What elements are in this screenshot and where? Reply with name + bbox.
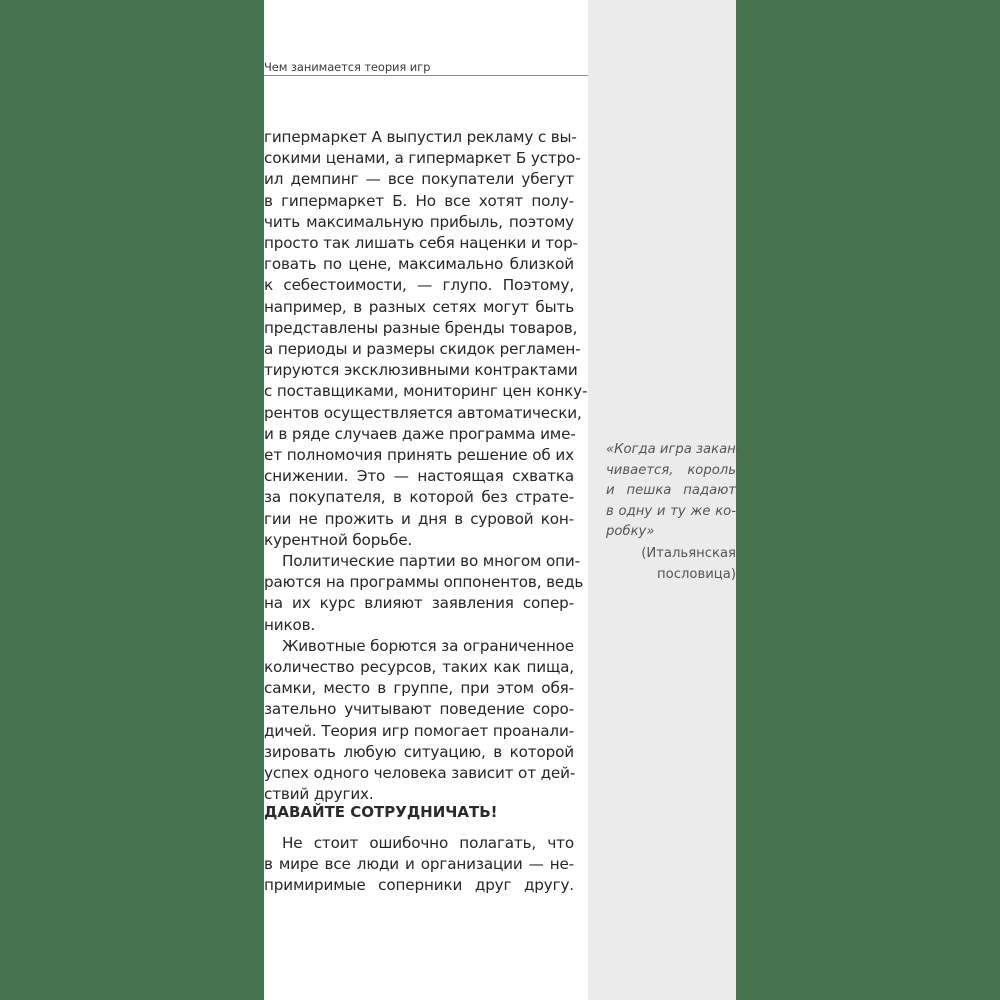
- text-line: самки, место в группе, при этом обя-: [264, 679, 574, 698]
- text-line: представлены разные бренды товаров,: [264, 318, 578, 337]
- text-line: примиримые соперники друг другу.: [264, 876, 574, 895]
- text-line: чить максимальную прибыль, поэтому: [264, 212, 574, 231]
- text-line: в мире все люди и организации — не-: [264, 855, 574, 874]
- text-line: рентов осуществляется автоматически,: [264, 403, 582, 422]
- quote-line: «Когда игра закан-: [606, 442, 741, 457]
- quote-line: и пешка падают: [606, 483, 736, 498]
- paragraph-hypermarket: [264, 127, 588, 551]
- text-line: гипермаркет А выпустил рекламу с вы-: [264, 128, 577, 146]
- text-line: дичей. Теория игр помогает проанали-: [264, 721, 574, 740]
- text-line: Политические партии во многом опи-: [282, 552, 580, 571]
- text-line: зательно учитывают поведение соро-: [264, 700, 574, 719]
- text-line: говать по цене, максимально близкой: [264, 255, 574, 274]
- text-line: к себестоимости, — глупо. Поэтому,: [264, 276, 574, 295]
- attribution-line: пословица): [657, 567, 736, 582]
- quote-line: в одну и ту же ко-: [606, 503, 736, 519]
- text-line: в гипермаркет Б. Но все хотят полу-: [264, 191, 574, 210]
- text-line: с поставщиками, мониторинг цен конку-: [264, 382, 588, 401]
- text-line: ил демпинг — все покупатели убегут: [264, 170, 574, 189]
- text-line: ствий других.: [264, 785, 374, 804]
- sidebar-quote: [606, 440, 741, 543]
- section-heading: ДАВАЙТЕ СОТРУДНИЧАТЬ!: [264, 803, 498, 821]
- attribution-line: (Итальянская: [641, 546, 736, 561]
- text-line: Животные борются за ограниченное: [282, 636, 574, 655]
- quote-attribution: [606, 543, 736, 585]
- text-line: Не стоит ошибочно полагать, что: [282, 834, 574, 852]
- section-paragraph: [264, 833, 574, 897]
- paragraph-animals: [264, 636, 574, 806]
- text-line: сокими ценами, а гипермаркет Б устро-: [264, 149, 581, 168]
- text-line: за покупателя, в которой без страте-: [264, 488, 574, 507]
- text-line: ников.: [264, 615, 316, 634]
- text-line: например, в разных сетях могут быть: [264, 297, 574, 316]
- text-line: снижении. Это — настоящая схватка: [264, 467, 574, 486]
- text-line: а периоды и размеры скидок регламен-: [264, 340, 581, 359]
- text-line: просто так лишать себя наценки и тор-: [264, 234, 578, 253]
- text-line: раются на программы оппонентов, ведь: [264, 573, 584, 592]
- text-line: успех одного человека зависит от дей-: [264, 764, 576, 783]
- text-line: зировать любую ситуацию, в которой: [264, 742, 574, 761]
- quote-line: чивается, король: [606, 462, 736, 478]
- text-line: гии не прожить и дня в суровой кон-: [264, 509, 574, 528]
- text-line: курентной борьбе.: [264, 530, 413, 549]
- paragraph-political-parties: [264, 551, 584, 636]
- text-line: количество ресурсов, таких как пища,: [264, 658, 574, 677]
- text-line: тируются эксклюзивными контрактами: [264, 361, 578, 380]
- text-line: на их курс влияют заявления сопер-: [264, 594, 574, 613]
- text-line: и в ряде случаев даже программа име-: [264, 424, 576, 443]
- main-text: [264, 127, 588, 806]
- running-head: Чем занимается теория игр: [264, 60, 588, 76]
- quote-line: робку»: [606, 524, 655, 539]
- text-line: ет полномочия принять решение об их: [264, 446, 574, 465]
